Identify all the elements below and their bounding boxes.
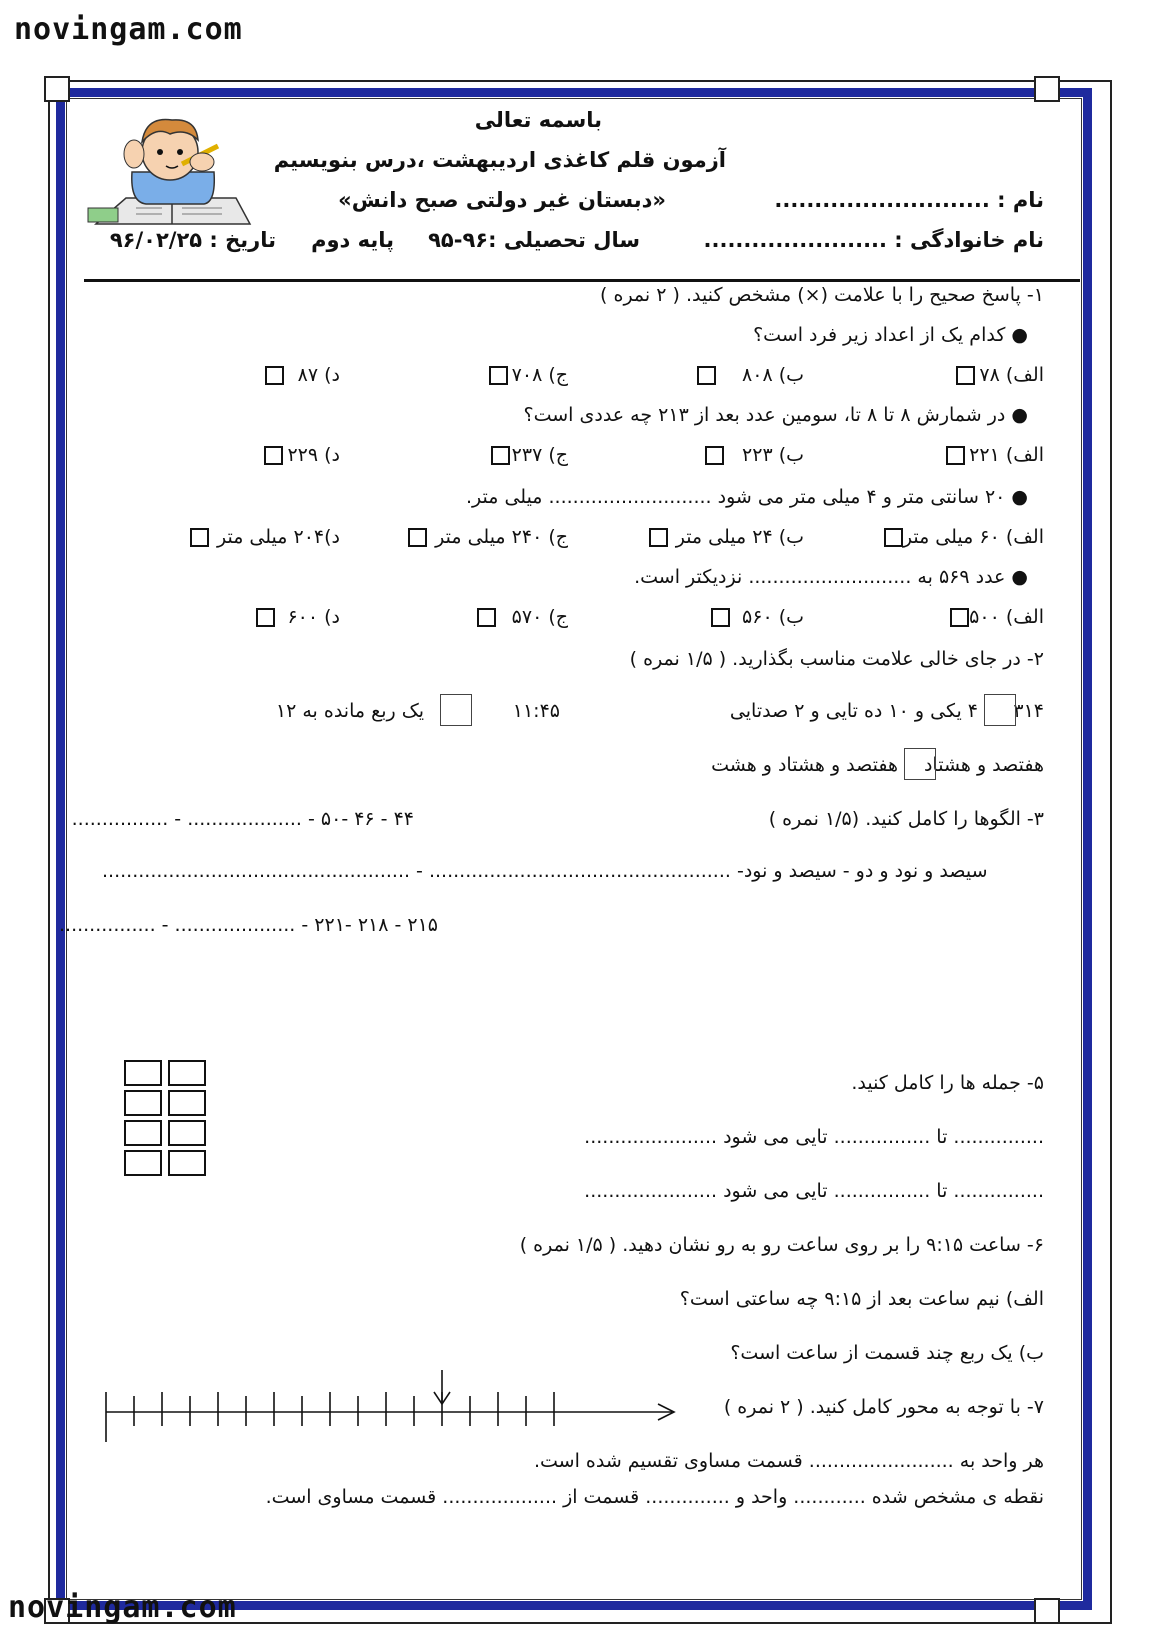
q6-part-a: الف) نیم ساعت بعد از ۹:۱۵ چه ساعتی است؟ — [679, 1288, 1044, 1310]
q3-pattern-1: ۴۴ - ۴۶ -۵۰ - ................... - ................ — [71, 808, 414, 830]
q1-item2-option-b[interactable]: ب) ۲۲۳ — [701, 444, 804, 466]
q1-item3-option-a[interactable]: الف) ۶۰ میلی متر — [880, 526, 1044, 548]
q1-item3-option-c[interactable]: ج) ۲۴۰ میلی متر — [404, 526, 568, 548]
grid-cell — [124, 1060, 162, 1086]
q2-row1-b-left: ۱۱:۴۵ — [512, 700, 560, 722]
grid-cell — [124, 1090, 162, 1116]
comparison-box-3[interactable] — [904, 748, 936, 780]
q2-row2-right: هفتصد و هشتاد و هشت — [711, 754, 898, 776]
checkbox[interactable] — [956, 366, 975, 385]
q6-part-b: ب) یک ربع چند قسمت از ساعت است؟ — [730, 1342, 1044, 1364]
q1-item4-option-b[interactable]: ب) ۵۶۰ — [707, 606, 804, 628]
q5-line-2: ............... تا ................ تایی می شود ...................... — [584, 1180, 1044, 1202]
checkbox[interactable] — [697, 366, 716, 385]
q1-item3-option-d[interactable]: د)۲۰۴ میلی متر — [186, 526, 340, 548]
checkbox[interactable] — [408, 528, 427, 547]
q2-title: ۲- در جای خالی علامت مناسب بگذارید. ( ۱/۵ نمره ) — [629, 648, 1044, 670]
q3-pattern-3: ۲۱۵ - ۲۱۸ -۲۲۱ - .................... - ................ — [58, 914, 438, 936]
checkbox[interactable] — [711, 608, 730, 627]
frame-corner-br — [1034, 1598, 1060, 1624]
comparison-box-2[interactable] — [440, 694, 472, 726]
watermark-top: novingam.com — [14, 12, 243, 47]
exam-date: تاریخ : ۹۶/۰۲/۲۵ — [109, 228, 276, 252]
q1-item2-option-d[interactable]: د) ۲۲۹ — [260, 444, 340, 466]
checkbox[interactable] — [264, 446, 283, 465]
checkbox[interactable] — [884, 528, 903, 547]
grid-cell — [168, 1120, 206, 1146]
comparison-box-1[interactable] — [984, 694, 1016, 726]
q1-item1-option-d[interactable]: د) ۸۷ — [261, 364, 340, 386]
q2-row2-left: هفتصد و هشتاد — [923, 754, 1044, 776]
q7-title: ۷- با توجه به محور کامل کنید. ( ۲ نمره ) — [723, 1396, 1044, 1418]
q3-pattern-2: سیصد و نود و دو - سیصد و نود- .................................................. - ................................................... — [102, 860, 988, 882]
student-name-field[interactable]: نام : ........................... — [774, 188, 1044, 212]
family-name-field[interactable]: نام خانوادگی : ....................... — [703, 228, 1044, 252]
grid-cell — [124, 1150, 162, 1176]
basmala: باسمه تعالی — [474, 108, 602, 132]
q7-line-2: نقطه ی مشخص شده ............ واحد و .............. قسمت از ................... قسمت مساوی است. — [265, 1486, 1044, 1508]
q2-row1-a-left: ۳۱۴ — [1013, 700, 1044, 722]
checkbox[interactable] — [649, 528, 668, 547]
q7-line-1: هر واحد به ........................ قسمت مساوی تقسیم شده است. — [533, 1450, 1044, 1472]
q2-row1-b-right: یک ربع مانده به ۱۲ — [275, 700, 424, 722]
grade-level: پایه دوم — [311, 228, 394, 252]
grid-cell — [168, 1060, 206, 1086]
q1-item4-stem: ● عدد ۵۶۹ به ........................... نزدیکتر است. — [634, 566, 1028, 588]
frame-corner-tr — [1034, 76, 1060, 102]
checkbox[interactable] — [946, 446, 965, 465]
header-divider — [84, 279, 1080, 282]
grid-cell — [124, 1120, 162, 1146]
q1-item2-option-c[interactable]: ج) ۲۳۷ — [487, 444, 568, 466]
checkbox[interactable] — [265, 366, 284, 385]
q2-row1-a-right: ۴ یکی و ۱۰ ده تایی و ۲ صدتایی — [729, 700, 978, 722]
q5-line-1: ............... تا ................ تایی می شود ...................... — [584, 1126, 1044, 1148]
q3-title: ۳- الگوها را کامل کنید. (۱/۵ نمره ) — [768, 808, 1044, 830]
q5-title: ۵- جمله ها را کامل کنید. — [851, 1072, 1044, 1094]
q1-item4-option-a[interactable]: الف) ۵۰۰ — [946, 606, 1044, 628]
checkbox[interactable] — [950, 608, 969, 627]
grid-cell — [168, 1150, 206, 1176]
q1-item1-option-a[interactable]: الف) ۷۸ — [952, 364, 1044, 386]
q1-item1-option-b[interactable]: ب) ۸۰۸ — [693, 364, 804, 386]
q1-item4-option-c[interactable]: ج) ۵۷۰ — [473, 606, 568, 628]
student-studying-illustration — [86, 112, 256, 230]
q1-item3-option-b[interactable]: ب) ۲۴ میلی متر — [645, 526, 804, 548]
academic-year: سال تحصیلی :۹۶-۹۵ — [428, 228, 640, 252]
checkbox[interactable] — [190, 528, 209, 547]
checkbox[interactable] — [491, 446, 510, 465]
q1-item1-option-c[interactable]: ج) ۷۰۸ — [485, 364, 568, 386]
q1-item4-option-d[interactable]: د) ۶۰۰ — [252, 606, 340, 628]
grid-cell — [168, 1090, 206, 1116]
q1-item3-stem: ● ۲۰ سانتی متر و ۴ میلی متر می شود ........................... میلی متر. — [465, 486, 1028, 508]
watermark-bottom: novingam.com — [8, 1590, 237, 1625]
checkbox[interactable] — [256, 608, 275, 627]
checkbox[interactable] — [489, 366, 508, 385]
q6-title: ۶- ساعت ۹:۱۵ را بر روی ساعت رو به رو نشان دهید. ( ۱/۵ نمره ) — [519, 1234, 1044, 1256]
checkbox[interactable] — [705, 446, 724, 465]
q1-item2-option-a[interactable]: الف) ۲۲۱ — [942, 444, 1044, 466]
frame-corner-tl — [44, 76, 70, 102]
exam-title: آزمون قلم کاغذی اردیبهشت ،درس بنویسیم — [273, 148, 726, 172]
number-line — [96, 1366, 686, 1446]
school-name: «دبستان غیر دولتی صبح دانش» — [338, 188, 666, 212]
q1-item1-stem: ● کدام یک از اعداد زیر فرد است؟ — [753, 324, 1028, 346]
checkbox[interactable] — [477, 608, 496, 627]
q1-item2-stem: ● در شمارش ۸ تا ۸ تا، سومین عدد بعد از ۲۱۳ چه عددی است؟ — [523, 404, 1028, 426]
q1-title: ۱- پاسخ صحیح را با علامت (×) مشخص کنید. ( ۲ نمره ) — [600, 284, 1044, 306]
